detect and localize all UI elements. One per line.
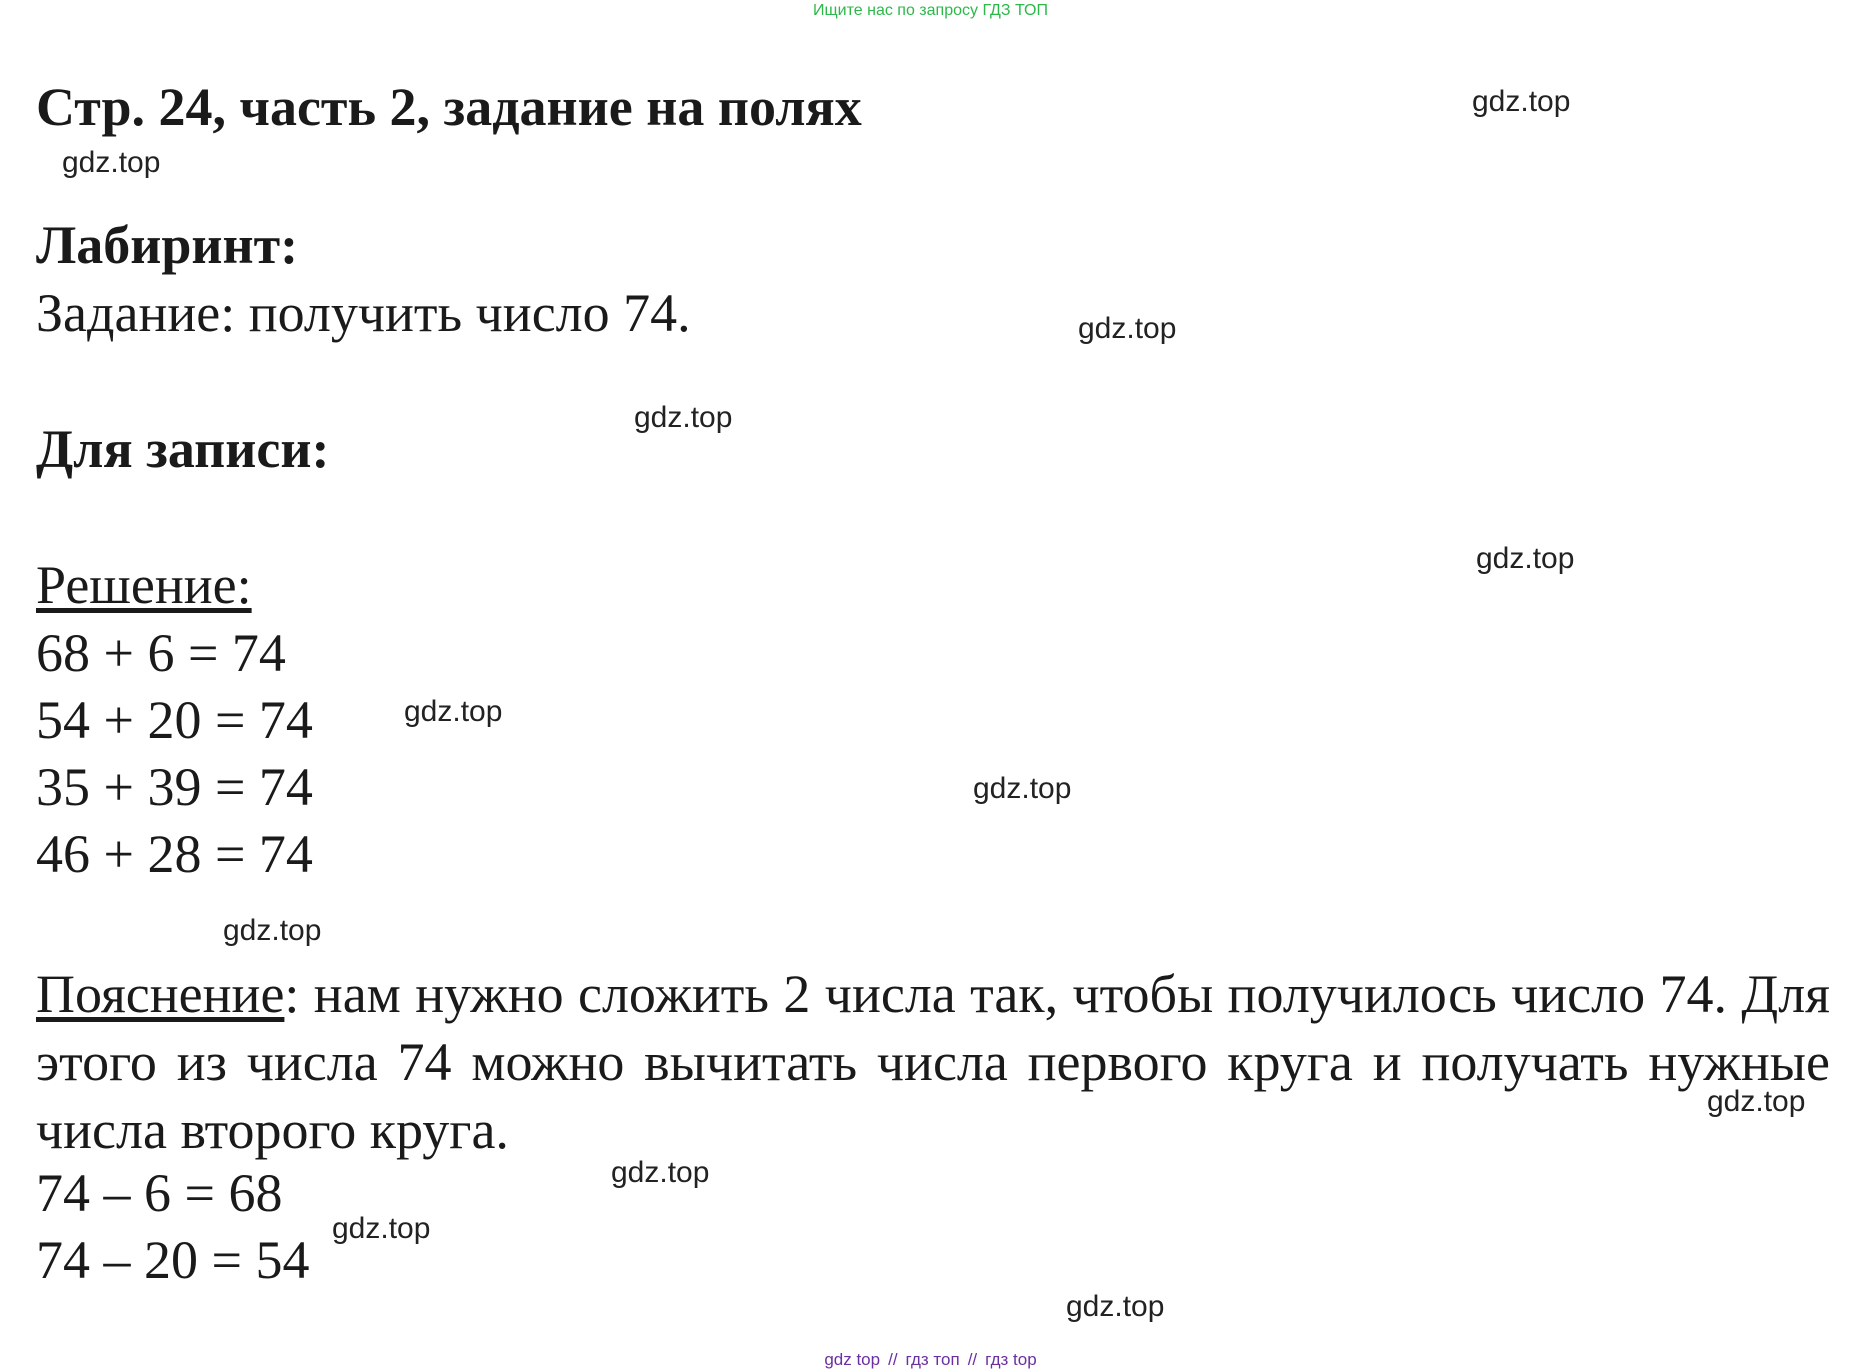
watermark: gdz.top (1476, 542, 1575, 575)
top-banner[interactable]: Ищите нас по запросу ГДЗ ТОП (813, 2, 1048, 19)
maze-heading: Лабиринт: (36, 215, 299, 275)
watermark: gdz.top (634, 401, 733, 434)
explanation-label: Пояснение (36, 964, 285, 1024)
explanation-equation: 74 – 20 = 54 (36, 1230, 310, 1290)
watermark: gdz.top (223, 914, 322, 947)
explanation-equation: 74 – 6 = 68 (36, 1163, 283, 1223)
solution-equation: 54 + 20 = 74 (36, 690, 313, 750)
footer-link[interactable]: гдз топ (905, 1350, 960, 1369)
page-title: Стр. 24, часть 2, задание на полях (36, 77, 862, 137)
footer-link[interactable]: гдз top (985, 1350, 1037, 1369)
solution-equation: 68 + 6 = 74 (36, 623, 286, 683)
solution-equation: 46 + 28 = 74 (36, 824, 313, 884)
solution-label: Решение: (36, 555, 252, 615)
task-text: Задание: получить число 74. (36, 283, 691, 343)
footer-links (0, 1350, 1861, 1370)
watermark: gdz.top (611, 1156, 710, 1189)
record-heading: Для записи: (36, 419, 330, 479)
watermark: gdz.top (1472, 85, 1571, 118)
explanation-paragraph (36, 960, 1830, 1164)
footer-link[interactable]: gdz top (824, 1350, 881, 1369)
watermark: gdz.top (332, 1212, 431, 1245)
watermark: gdz.top (973, 772, 1072, 805)
watermark: gdz.top (62, 146, 161, 179)
explanation-text: : нам нужно сложить 2 числа так, чтобы получилось число 74. Для этого из числа 74 можно вычитать числа первого круга и получать нужные числа второго круга. (36, 964, 1830, 1160)
watermark: gdz.top (1078, 312, 1177, 345)
watermark: gdz.top (1066, 1290, 1165, 1323)
solution-equation: 35 + 39 = 74 (36, 757, 313, 817)
footer-separator: // (967, 1350, 978, 1369)
watermark: gdz.top (404, 695, 503, 728)
watermark: gdz.top (1707, 1085, 1806, 1118)
footer-separator: // (888, 1350, 898, 1369)
